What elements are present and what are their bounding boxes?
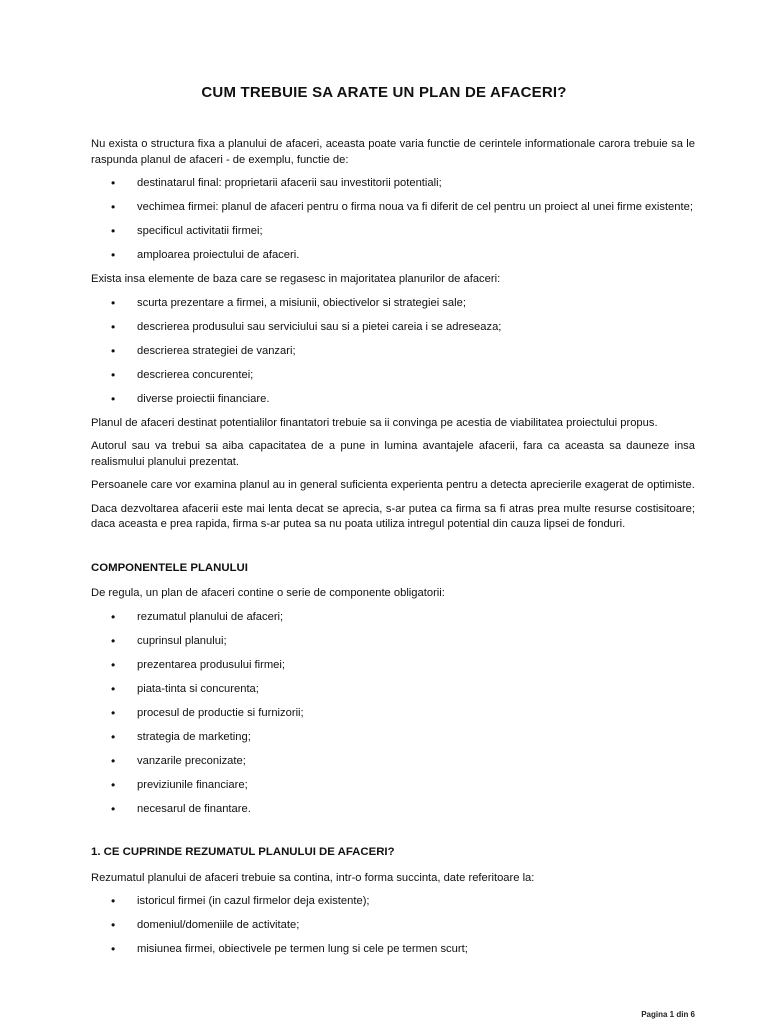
section-heading: COMPONENTELE PLANULUI [91,561,248,574]
list-item: • piata-tinta si concurenta; [91,682,695,698]
list-item: • vechimea firmei: planul de afaceri pentru o firma noua va fi diferit de cel pentru un proiect al unei firme existente; [91,200,695,216]
list-item: • destinatarul final: proprietarii afacerii sau investitorii potentiali; [91,176,695,192]
list-item: • procesul de productie si furnizorii; [91,706,695,722]
intro-paragraph: Nu exista o structura fixa a planului de afaceri, aceasta poate varia functie de cerintele informationale carora trebuie sa le raspunda planul de afaceri - de exemplu, functie de: [91,138,695,166]
section-heading: 1. CE CUPRINDE REZUMATUL PLANULUI DE AFACERI? [91,846,395,858]
page-number: Pagina 1 din 6 [641,1010,695,1019]
list-item: • cuprinsul planului; [91,634,695,650]
page-title: CUM TREBUIE SA ARATE UN PLAN DE AFACERI? [201,84,567,101]
list-item: • diverse proiectii financiare. [91,392,695,408]
list-item: • istoricul firmei (in cazul firmelor deja existente); [91,894,695,910]
paragraph: De regula, un plan de afaceri contine o serie de componente obligatorii: [91,587,445,599]
list-item: • necesarul de finantare. [91,802,695,818]
summary-list [91,894,695,958]
paragraph: Persoanele care vor examina planul au in general suficienta experienta pentru a detecta aprecierile exagerat de optimiste. [91,479,695,491]
paragraph: Exista insa elemente de baza care se regasesc in majoritatea planurilor de afaceri: [91,273,501,285]
paragraph: Autorul sau va trebui sa aiba capacitatea de a pune in lumina avantajele afacerii, fara ca aceasta sa dauneze insa realismului planului prezentat. [91,440,695,468]
list-item: • scurta prezentare a firmei, a misiunii, obiectivelor si strategiei sale; [91,296,695,312]
list-item: • domeniul/domeniile de activitate; [91,918,695,934]
document-body [91,137,695,966]
paragraph: Daca dezvoltarea afacerii este mai lenta decat se aprecia, s-ar putea ca firma sa fi atras prea multe resurse costisitoare; daca aceasta e prea rapida, firma s-ar putea sa nu poata utiliza intregul potential din cauza lipsei de fonduri. [91,502,695,530]
list-item: • descrierea strategiei de vanzari; [91,344,695,360]
paragraph: Planul de afaceri destinat potentialilor finantatori trebuie sa ii convinga pe acestia de viabilitatea proiectului propus. [91,416,658,429]
criteria-list [91,176,695,264]
paragraph: Rezumatul planului de afaceri trebuie sa contina, intr-o forma succinta, date referitoare la: [91,871,535,884]
list-item: • descrierea concurentei; [91,368,695,384]
list-item: • prezentarea produsului firmei; [91,658,695,674]
list-item: • vanzarile preconizate; [91,754,695,770]
list-item: • previziunile financiare; [91,778,695,794]
list-item: • misiunea firmei, obiectivele pe termen lung si cele pe termen scurt; [91,942,695,958]
list-item: • strategia de marketing; [91,730,695,746]
elements-list [91,296,695,408]
list-item: • descrierea produsului sau serviciului sau si a pietei careia i se adreseaza; [91,320,695,336]
list-item: • amploarea proiectului de afaceri. [91,248,695,264]
list-item: • specificul activitatii firmei; [91,224,695,240]
components-list [91,610,695,818]
list-item: • rezumatul planului de afaceri; [91,610,695,626]
